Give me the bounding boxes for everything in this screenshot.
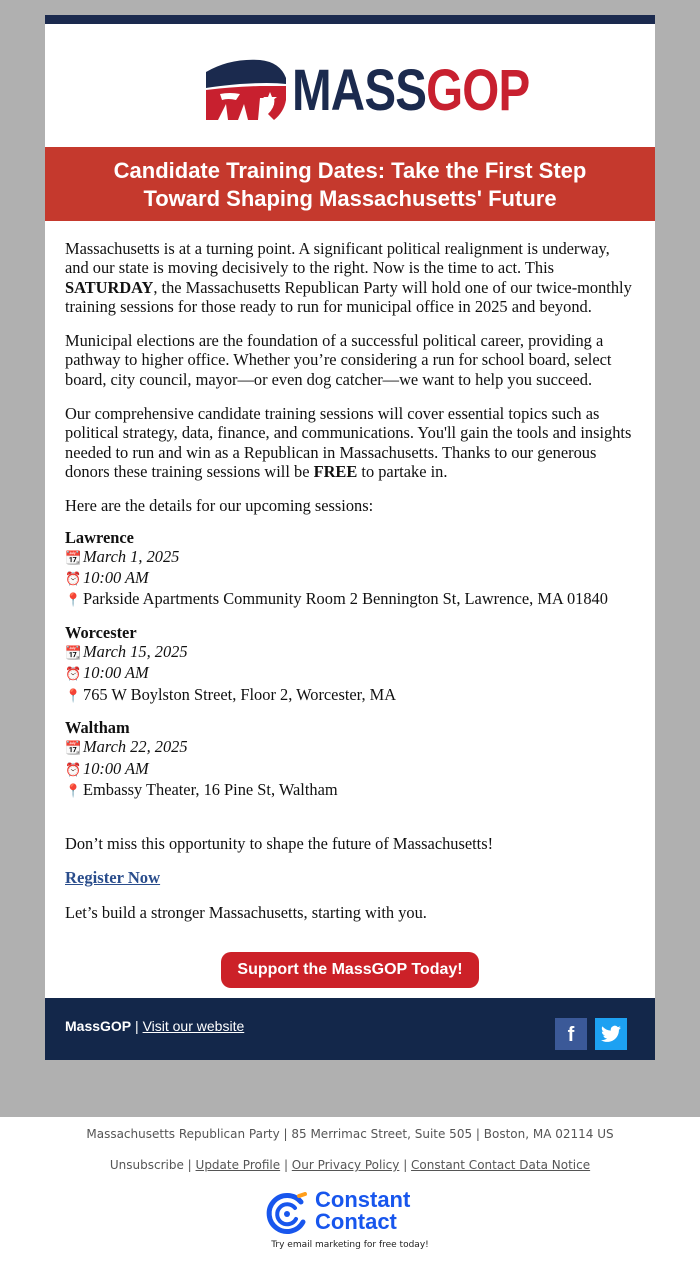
headline-banner xyxy=(45,147,655,221)
email-footer xyxy=(45,998,655,1060)
footer-brand-name: MassGOP xyxy=(65,1018,132,1035)
map-pin-icon: 📍 xyxy=(65,688,82,704)
session-time: 10:00 AM xyxy=(83,758,149,778)
closing-line-2: Let’s build a stronger Massachusetts, starting with you. xyxy=(65,902,427,922)
try-free-text[interactable]: Try email marketing for free today! xyxy=(271,1240,429,1250)
top-bar xyxy=(45,15,655,24)
paragraph-details: Here are the details for our upcoming sessions: xyxy=(65,496,374,516)
data-notice-link[interactable]: Constant Contact Data Notice xyxy=(411,1158,591,1172)
link-separator: | xyxy=(280,1158,292,1172)
session-city: Waltham xyxy=(65,717,130,737)
session-date: March 22, 2025 xyxy=(83,737,188,757)
logo-area xyxy=(45,24,655,147)
constant-contact-footer xyxy=(0,1117,700,1250)
footer-brand xyxy=(65,1018,244,1034)
privacy-policy-link[interactable]: Our Privacy Policy xyxy=(291,1158,400,1172)
session-lawrence xyxy=(65,528,635,611)
update-profile-link[interactable]: Update Profile xyxy=(195,1158,281,1172)
constant-contact-ring-icon xyxy=(265,1192,309,1236)
email-body xyxy=(45,221,655,922)
register-now-link[interactable]: Register Now xyxy=(65,868,161,888)
training-bold: FREE xyxy=(313,461,358,481)
session-date: March 15, 2025 xyxy=(83,642,188,662)
register-paragraph xyxy=(65,868,635,887)
twitter-icon[interactable] xyxy=(595,1018,627,1050)
calendar-icon: 📆 xyxy=(65,741,82,757)
facebook-icon[interactable]: f xyxy=(555,1018,587,1050)
logo-gop: GOP xyxy=(426,58,530,123)
logo-line-1: Constant xyxy=(315,1187,411,1212)
link-separator: | xyxy=(183,1158,196,1172)
training-text-a: Our comprehensive candidate training sessions will cover essential topics such as political strategy, data, finance, and communications. You'll gain the tools and insights needed to run and win as a Republican in Massachusetts. Thanks to our generous donors these training sessions will be xyxy=(65,404,632,481)
support-massgop-button[interactable]: Support the MassGOP Today! xyxy=(221,952,478,988)
logo-line-2: Contact xyxy=(315,1209,397,1234)
calendar-icon: 📆 xyxy=(65,646,82,662)
alarm-clock-icon: ⏰ xyxy=(65,572,82,588)
map-pin-icon: 📍 xyxy=(65,783,82,799)
session-location: Embassy Theater, 16 Pine St, Waltham xyxy=(83,779,338,799)
session-location: 765 W Boylston Street, Floor 2, Worcester, MA xyxy=(83,684,397,704)
headline-line-1: Candidate Training Dates: Take the First Step xyxy=(113,158,587,183)
email-container xyxy=(45,15,655,1060)
paragraph-training xyxy=(65,404,635,481)
footer-separator: | xyxy=(131,1018,143,1035)
session-waltham xyxy=(65,718,635,801)
constant-contact-logo[interactable] xyxy=(265,1188,435,1238)
session-date: March 1, 2025 xyxy=(83,546,180,566)
massgop-wordmark xyxy=(292,60,529,122)
training-text-b: to partake in. xyxy=(357,461,448,481)
alarm-clock-icon: ⏰ xyxy=(65,762,82,778)
footer-links xyxy=(0,1158,700,1172)
unsubscribe-link[interactable]: Unsubscribe xyxy=(109,1158,184,1172)
intro-bold: SATURDAY xyxy=(65,277,154,297)
org-address: Massachusetts Republican Party | 85 Merrimac Street, Suite 505 | Boston, MA 02114 US xyxy=(86,1127,614,1141)
session-worcester xyxy=(65,623,635,706)
alarm-clock-icon: ⏰ xyxy=(65,667,82,683)
link-separator: | xyxy=(399,1158,412,1172)
map-pin-icon: 📍 xyxy=(65,593,82,609)
intro-text-b: , the Massachusetts Republican Party will hold one of our twice-monthly training sessions for those ready to run for municipal office in 2025 and beyond. xyxy=(65,277,632,316)
intro-text-a: Massachusetts is at a turning point. A significant political realignment is underway, and our state is moving decisively to the right. Now is the time to act. This xyxy=(65,239,610,278)
session-time: 10:00 AM xyxy=(83,663,149,683)
visit-website-link[interactable]: Visit our website xyxy=(142,1018,245,1035)
session-city: Worcester xyxy=(65,622,137,642)
session-location: Parkside Apartments Community Room 2 Bennington St, Lawrence, MA 01840 xyxy=(83,589,608,609)
headline-line-2: Toward Shaping Massachusetts' Future xyxy=(143,186,557,211)
calendar-icon: 📆 xyxy=(65,550,82,566)
paragraph-intro xyxy=(65,239,635,316)
closing-line: Don’t miss this opportunity to shape the future of Massachusetts! xyxy=(65,834,494,854)
logo-mass: MASS xyxy=(292,58,427,123)
twitter-bird-icon xyxy=(601,1025,621,1043)
session-city: Lawrence xyxy=(65,527,134,547)
session-time: 10:00 AM xyxy=(83,568,149,588)
constant-contact-wordmark xyxy=(315,1189,410,1233)
elephant-logo-icon xyxy=(200,54,292,124)
paragraph-municipal: Municipal elections are the foundation of a successful political career, providing a pathway to higher office. Whether you’re considering a run for school board, select board, city council, mayor—or even dog catcher—we want to help you succeed. xyxy=(65,331,612,389)
cta-wrap xyxy=(45,922,655,998)
